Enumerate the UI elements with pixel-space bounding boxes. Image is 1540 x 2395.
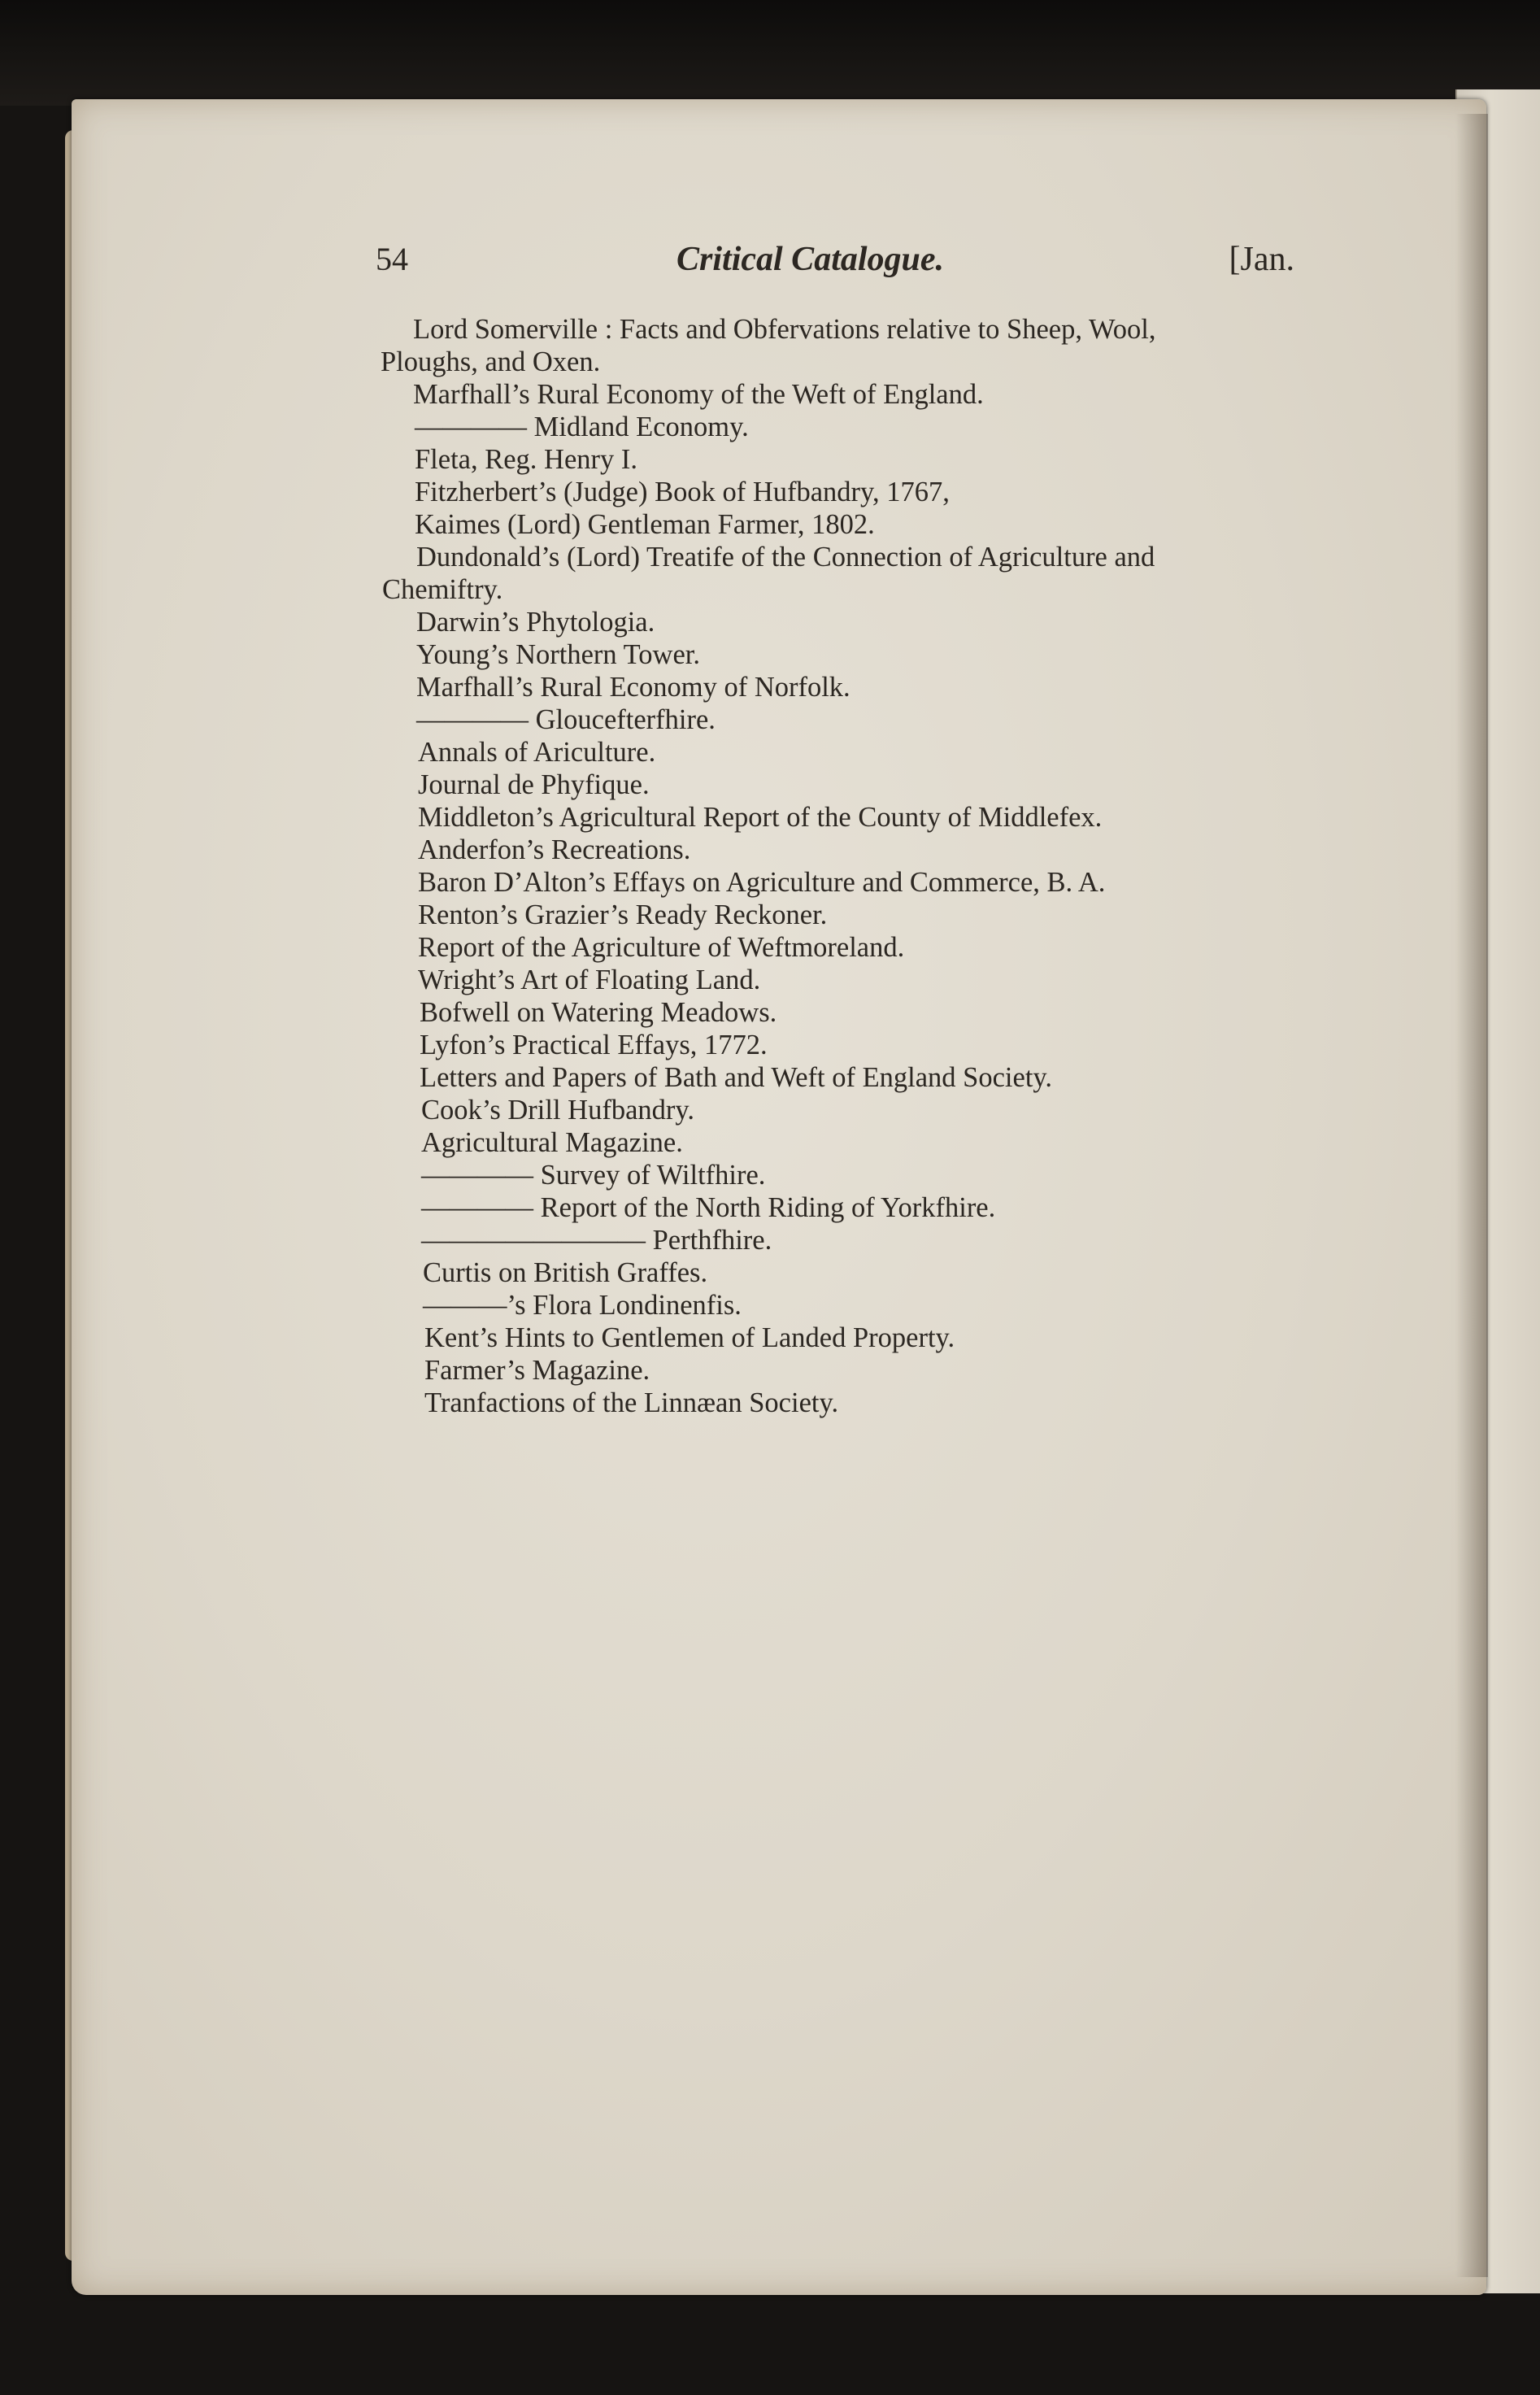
catalogue-entry: Wright’s Art of Floating Land. [418,965,761,995]
catalogue-entry: Middleton’s Agricultural Report of the County of Middlefex. [418,802,1103,833]
catalogue-entry: Anderfon’s Recreations. [418,834,691,865]
catalogue-entry: Marfhall’s Rural Economy of the Weft of England. [413,379,984,410]
catalogue-entry: Kent’s Hints to Gentlemen of Landed Property. [424,1322,955,1353]
page-number: 54 [376,241,408,277]
catalogue-entry: Farmer’s Magazine. [424,1355,650,1386]
catalogue-entry: Cook’s Drill Hufbandry. [421,1095,695,1126]
catalogue-entry: Lord Somerville : Facts and Obfervations relative to Sheep, Wool, [413,314,1156,345]
catalogue-entry: Fleta, Reg. Henry I. [415,444,638,475]
catalogue-entry: Bofwell on Watering Meadows. [420,997,777,1028]
catalogue-entry: Darwin’s Phytologia. [416,607,655,638]
running-title: Critical Catalogue. [676,241,945,278]
catalogue-entry: Marfhall’s Rural Economy of Norfolk. [416,672,850,703]
catalogue-entry: ———— Survey of Wiltfhire. [421,1160,766,1191]
catalogue-entry: ———————— Perthfhire. [421,1225,772,1256]
running-header [376,240,1294,297]
catalogue-entry: ———’s Flora Londinenfis. [423,1290,742,1321]
catalogue-entry: Tranfactions of the Linnæan Society. [424,1387,839,1418]
catalogue-entry: Ploughs, and Oxen. [381,346,601,377]
header-month: [Jan. [1229,241,1294,278]
catalogue-entry: Annals of Ariculture. [418,737,656,768]
catalogue-entry: Journal de Phyfique. [418,769,650,800]
catalogue-entry: Lyfon’s Practical Effays, 1772. [420,1030,768,1060]
catalogue-entry: Dundonald’s (Lord) Treatife of the Connection of Agriculture and [416,542,1155,573]
catalogue-entry: Report of the Agriculture of Weftmoreland. [418,932,905,963]
catalogue-entry: Baron D’Alton’s Effays on Agriculture and Commerce, B. A. [418,867,1106,898]
catalogue-entry: Kaimes (Lord) Gentleman Farmer, 1802. [415,509,875,540]
catalogue-entry: Agricultural Magazine. [421,1127,683,1158]
catalogue-entry: Renton’s Grazier’s Ready Reckoner. [418,899,828,930]
catalogue-entry: Fitzherbert’s (Judge) Book of Hufbandry, 1767, [415,477,950,507]
catalogue-entry: Curtis on British Graffes. [423,1257,708,1288]
catalogue-entry: ———— Gloucefterfhire. [416,704,716,735]
catalogue-entry: Chemiftry. [382,574,503,605]
catalogue-entry: Young’s Northern Tower. [416,639,700,670]
catalogue-entry: ———— Midland Economy. [415,412,749,442]
catalogue-entry: Letters and Papers of Bath and Weft of England Society. [420,1062,1053,1093]
catalogue-entry: ———— Report of the North Riding of Yorkfhire. [421,1192,996,1223]
